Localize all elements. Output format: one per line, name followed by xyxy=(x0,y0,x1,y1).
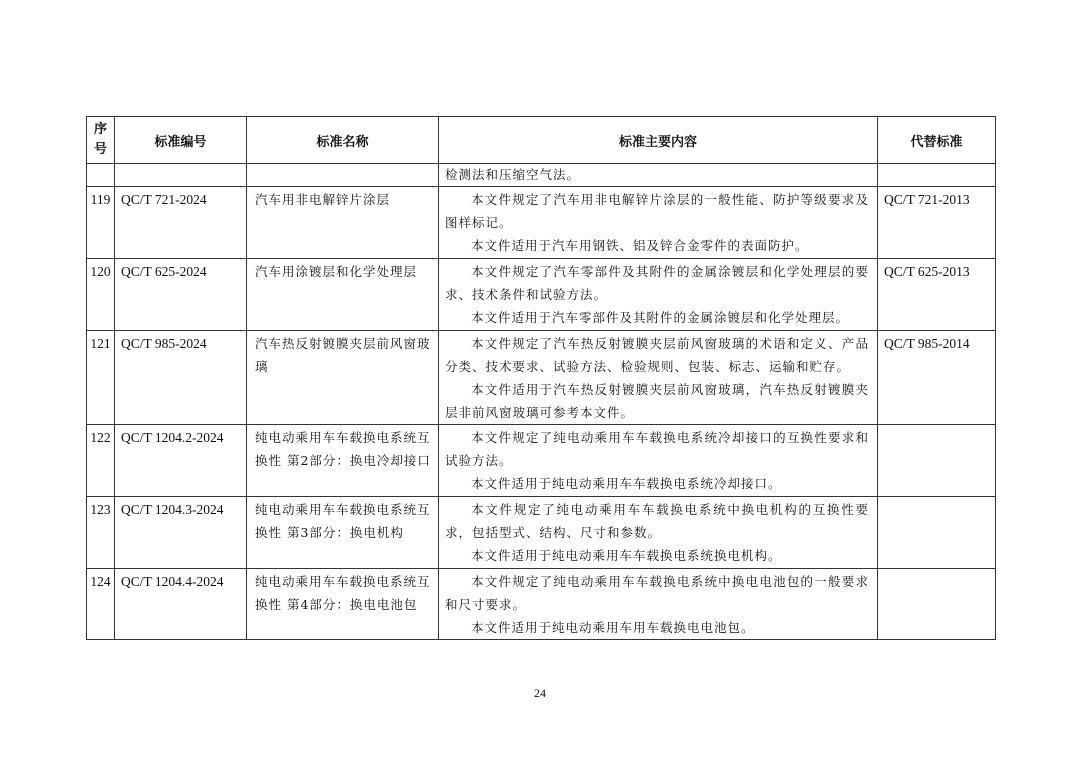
content-cell xyxy=(439,331,878,425)
table-row-continuation xyxy=(87,164,996,187)
content-cell xyxy=(439,425,878,497)
replaces-cell xyxy=(878,569,996,640)
replaces-cell: QC/T 985-2014 xyxy=(878,331,996,425)
replaces-cell xyxy=(878,425,996,497)
content-paragraph: 本文件适用于汽车零部件及其附件的金属涂镀层和化学处理层。 xyxy=(471,310,850,325)
header-replaces: 代替标准 xyxy=(878,117,996,164)
seq-cell: 119 xyxy=(87,187,115,259)
code-cell: QC/T 625-2024 xyxy=(115,259,247,331)
name-cell: 汽车用涂镀层和化学处理层 xyxy=(247,259,439,331)
seq-cell: 120 xyxy=(87,259,115,331)
name-cell: 纯电动乘用车车载换电系统互换性 第3部分：换电机构 xyxy=(247,497,439,569)
name-cell: 汽车热反射镀膜夹层前风窗玻璃 xyxy=(247,331,439,425)
content-paragraph: 本文件适用于纯电动乘用车用车载换电电池包。 xyxy=(471,620,755,635)
content-cell xyxy=(439,569,878,640)
content-paragraph: 本文件规定了汽车用非电解锌片涂层的一般性能、防护等级要求及图样标记。 xyxy=(445,192,869,230)
content-cell: 检测法和压缩空气法。 xyxy=(439,164,878,187)
name-cell: 汽车用非电解锌片涂层 xyxy=(247,187,439,259)
header-seq: 序 号 xyxy=(87,117,115,164)
content-paragraph: 本文件适用于纯电动乘用车车载换电系统换电机构。 xyxy=(471,548,782,563)
seq-cell: 122 xyxy=(87,425,115,497)
replaces-cell: QC/T 625-2013 xyxy=(878,259,996,331)
seq-cell: 121 xyxy=(87,331,115,425)
table-row xyxy=(87,259,996,331)
code-cell: QC/T 1204.2-2024 xyxy=(115,425,247,497)
table-row xyxy=(87,331,996,425)
table-row xyxy=(87,569,996,640)
seq-cell: 124 xyxy=(87,569,115,640)
table-header xyxy=(87,117,996,164)
content-cell xyxy=(439,187,878,259)
content-paragraph: 本文件规定了纯电动乘用车车载换电系统中换电机构的互换性要求，包括型式、结构、尺寸和参数。 xyxy=(445,502,869,540)
table-row xyxy=(87,187,996,259)
standards-table xyxy=(86,116,996,640)
content-paragraph: 本文件适用于汽车热反射镀膜夹层前风窗玻璃，汽车热反射镀膜夹层非前风窗玻璃可参考本文件。 xyxy=(445,382,869,420)
seq-cell: 123 xyxy=(87,497,115,569)
content-paragraph: 本文件规定了汽车热反射镀膜夹层前风窗玻璃的术语和定义、产品分类、技术要求、试验方法、检验规则、包装、标志、运输和贮存。 xyxy=(445,336,869,374)
content-cell xyxy=(439,259,878,331)
content-paragraph: 本文件适用于汽车用钢铁、铝及锌合金零件的表面防护。 xyxy=(471,238,809,253)
content-paragraph: 本文件规定了纯电动乘用车车载换电系统中换电电池包的一般要求和尺寸要求。 xyxy=(445,574,869,612)
code-cell: QC/T 1204.3-2024 xyxy=(115,497,247,569)
content-paragraph: 本文件规定了纯电动乘用车车载换电系统冷却接口的互换性要求和试验方法。 xyxy=(445,430,869,468)
header-content: 标准主要内容 xyxy=(439,117,878,164)
replaces-cell: QC/T 721-2013 xyxy=(878,187,996,259)
content-paragraph: 本文件规定了汽车零部件及其附件的金属涂镀层和化学处理层的要求、技术条件和试验方法。 xyxy=(445,264,869,302)
name-cell: 纯电动乘用车车载换电系统互换性 第2部分：换电冷却接口 xyxy=(247,425,439,497)
content-cell xyxy=(439,497,878,569)
table-row xyxy=(87,497,996,569)
content-paragraph: 本文件适用于纯电动乘用车车载换电系统冷却接口。 xyxy=(471,476,782,491)
code-cell: QC/T 721-2024 xyxy=(115,187,247,259)
header-name: 标准名称 xyxy=(247,117,439,164)
replaces-cell xyxy=(878,497,996,569)
code-cell: QC/T 985-2024 xyxy=(115,331,247,425)
page-number: 24 xyxy=(534,686,546,700)
code-cell: QC/T 1204.4-2024 xyxy=(115,569,247,640)
name-cell: 纯电动乘用车车载换电系统互换性 第4部分：换电电池包 xyxy=(247,569,439,640)
table-row xyxy=(87,425,996,497)
header-code: 标准编号 xyxy=(115,117,247,164)
